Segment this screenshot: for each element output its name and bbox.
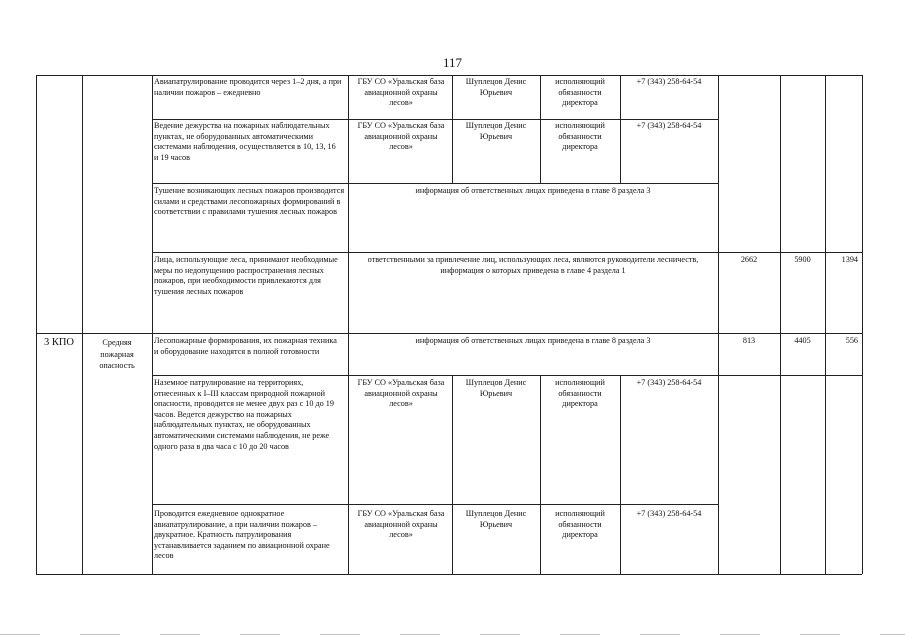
row-person: Шуплецов Денис Юрьевич xyxy=(465,509,527,529)
row-description: Наземное патрулирование на территориях, отнесенных к I–III классам природной пожарной опасности, проводится не менее двух раз с 10 до 19 часов. Ведется дежурство на пожарных наблюдательных пунктах, не оборудованных автоматическими системами наблюдения, не реже одного раза в два часа с 10 до 20 часов xyxy=(154,378,334,451)
row-description: Лесопожарные формирования, их пожарная техника и оборудование находятся в полной готовности xyxy=(154,336,337,356)
kpo-class: 3 КПО xyxy=(43,337,75,348)
table-border-bottom xyxy=(36,574,862,575)
row-person: Шуплецов Денис Юрьевич xyxy=(465,121,527,141)
table-border-left xyxy=(36,75,37,574)
row-value-2: 5900 xyxy=(794,255,811,264)
row-value-1: 813 xyxy=(742,336,756,345)
row-organization: ГБУ СО «Уральская база авиационной охраны лесов» xyxy=(357,378,445,409)
table-border-right xyxy=(862,75,863,574)
col-divider xyxy=(348,75,349,574)
row-divider xyxy=(152,183,718,184)
col-divider xyxy=(82,75,83,574)
row-divider xyxy=(152,504,718,505)
col-divider xyxy=(540,75,541,183)
page-number: 117 xyxy=(442,55,463,70)
row-description: Тушение возникающих лесных пожаров производится силами и средствами лесопожарных формирований в соответствии с правилами тушения лесных пожаров xyxy=(154,186,345,217)
col-divider xyxy=(825,75,826,574)
col-divider xyxy=(780,75,781,574)
row-divider xyxy=(36,333,862,334)
row-phone: +7 (343) 258-64-54 xyxy=(636,121,702,130)
col-divider xyxy=(152,75,153,574)
row-position: исполняющий обязанности директора xyxy=(555,509,605,540)
row-description: Авиапатрулирование проводится через 1–2 дня, а при наличии пожаров – ежедневно xyxy=(154,77,342,97)
row-organization: ГБУ СО «Уральская база авиационной охраны лесов» xyxy=(357,77,445,108)
row-merged-note: информация об ответственных лицах приведена в главе 8 раздела 3 xyxy=(415,336,651,345)
col-divider xyxy=(718,75,719,574)
row-value-3: 556 xyxy=(845,336,858,345)
row-value-2: 4405 xyxy=(794,336,811,345)
row-value-1: 2662 xyxy=(740,255,758,264)
row-description: Лица, использующие леса, принимают необходимые меры по недопущению распространения лесных пожаров, при необходимости привлекаются для тушения лесных пожаров xyxy=(154,255,338,296)
col-divider xyxy=(540,375,541,574)
table-border-top xyxy=(36,75,862,76)
row-divider xyxy=(152,119,718,120)
row-position: исполняющий обязанности директора xyxy=(555,378,605,409)
row-value-3: 1394 xyxy=(841,255,858,264)
row-organization: ГБУ СО «Уральская база авиационной охраны лесов» xyxy=(357,121,445,152)
danger-level: Средняя пожарная опасность xyxy=(99,338,135,371)
col-divider xyxy=(620,75,621,183)
row-organization: ГБУ СО «Уральская база авиационной охраны лесов» xyxy=(357,509,445,540)
row-merged-note: ответственными за привлечение лиц, использующих леса, являются руководители лесничеств, информация о которых приведена в главе 4 раздела 1 xyxy=(367,255,699,275)
row-person: Шуплецов Денис Юрьевич xyxy=(465,77,527,97)
row-merged-note: информация об ответственных лицах приведена в главе 8 раздела 3 xyxy=(415,186,651,195)
row-phone: +7 (343) 258-64-54 xyxy=(636,378,702,387)
row-position: исполняющий обязанности директора xyxy=(555,121,605,152)
row-person: Шуплецов Денис Юрьевич xyxy=(465,378,527,398)
col-divider xyxy=(452,75,453,183)
col-divider xyxy=(620,375,621,574)
row-divider xyxy=(152,252,862,253)
row-description: Ведение дежурства на пожарных наблюдательных пунктах, не оборудованных автоматическими системами наблюдения, осуществляется в 10, 13, 16 и 19 часов xyxy=(154,121,336,162)
row-divider xyxy=(152,375,862,376)
row-position: исполняющий обязанности директора xyxy=(555,77,605,108)
row-phone: +7 (343) 258-64-54 xyxy=(636,509,702,518)
row-phone: +7 (343) 258-64-54 xyxy=(636,77,702,86)
row-description: Проводится ежедневное однократное авиапатрулирование, а при наличии пожаров – двукратное. Кратность патрулирования устанавливается заданием по авиационной охране лесов xyxy=(154,509,330,561)
col-divider xyxy=(452,375,453,574)
scan-edge xyxy=(0,634,905,635)
